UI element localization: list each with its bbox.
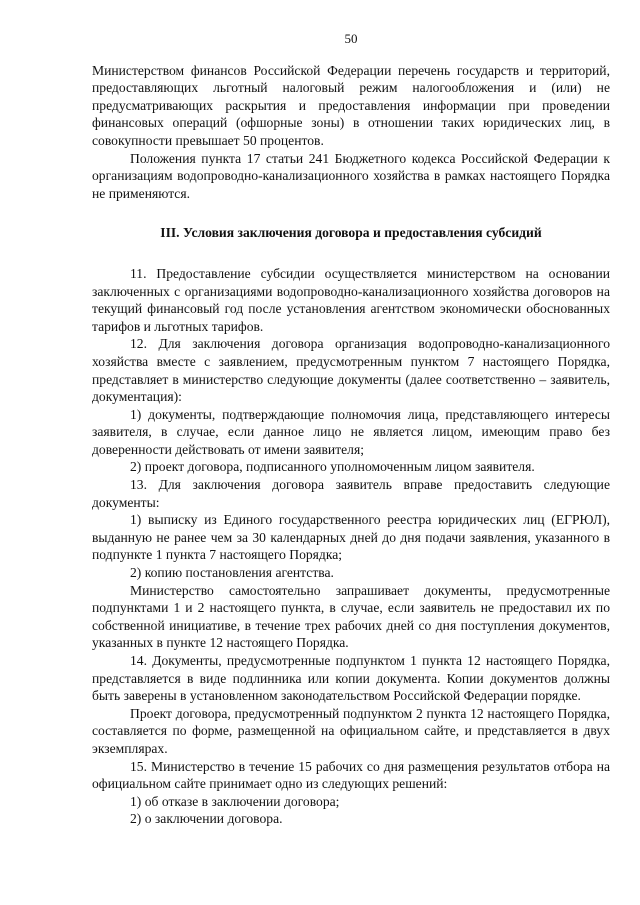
paragraph: 11. Предоставление субсидии осуществляется министерством на основании заключенных с организациями водопроводно-канализационного хозяйства договоров на текущий финансовый год после установления агентством экономически обоснованных тарифов и льготных тарифов. <box>92 265 610 334</box>
paragraph: Проект договора, предусмотренный подпунктом 2 пункта 12 настоящего Порядка, составляется по форме, размещенной на официальном сайте, и представляется в двух экземплярах. <box>92 705 610 756</box>
paragraph: 2) о заключении договора. <box>130 811 283 827</box>
page-number: 50 <box>344 31 358 46</box>
paragraph: 12. Для заключения договора организация водопроводно-канализационного хозяйства вместе с заявлением, предусмотренным пунктом 7 настоящего Порядка, представляет в министерство следующие документы (далее соответственно – заявитель, документация): <box>92 336 610 405</box>
paragraph: 1) об отказе в заключении договора; <box>130 793 340 809</box>
paragraph: 14. Документы, предусмотренные подпунктом 1 пункта 12 настоящего Порядка, представляется в виде подлинника или копии документа. Копии документов должны быть заверены в установленном законодательством Российской Федерации порядке. <box>92 653 610 704</box>
paragraph: 1) документы, подтверждающие полномочия лица, представляющего интересы заявителя, в случае, если данное лицо не является лицом, имеющим право без доверенности действовать от имени заявителя; <box>92 406 610 457</box>
paragraph: 1) выписку из Единого государственного реестра юридических лиц (ЕГРЮЛ), выданную не ранее чем за 30 календарных дней до дня подачи заявления, указанного в подпункте 1 пункта 7 настоящего Порядка; <box>92 512 610 563</box>
paragraph: Положения пункта 17 статьи 241 Бюджетного кодекса Российской Федерации к организациям водопроводно-канализационного хозяйства в рамках настоящего Порядка не применяются. <box>92 150 610 201</box>
paragraph: Министерство самостоятельно запрашивает документы, предусмотренные подпунктами 1 и 2 настоящего пункта, в случае, если заявитель не предоставил их по собственной инициативе, в течение трех рабочих дней со дня поступления документов, указанных в пункте 12 настоящего Порядка. <box>92 582 610 651</box>
section-heading: III. Условия заключения договора и предоставления субсидий <box>160 225 542 241</box>
paragraph: Министерством финансов Российской Федерации перечень государств и территорий, предоставляющих льготный налоговый режим налогообложения и (или) не предусматривающих раскрытия и предоставления информации при проведении финансовых операций (офшорные зоны) в отношении таких юридических лиц, в совокупности превышает 50 процентов. <box>92 62 610 148</box>
paragraph: 15. Министерство в течение 15 рабочих со дня размещения результатов отбора на официальном сайте принимает одно из следующих решений: <box>92 758 610 792</box>
paragraph: 13. Для заключения договора заявитель вправе предоставить следующие документы: <box>92 477 610 510</box>
paragraph: 2) проект договора, подписанного уполномоченным лицом заявителя. <box>130 459 535 475</box>
paragraph: 2) копию постановления агентства. <box>130 565 334 581</box>
